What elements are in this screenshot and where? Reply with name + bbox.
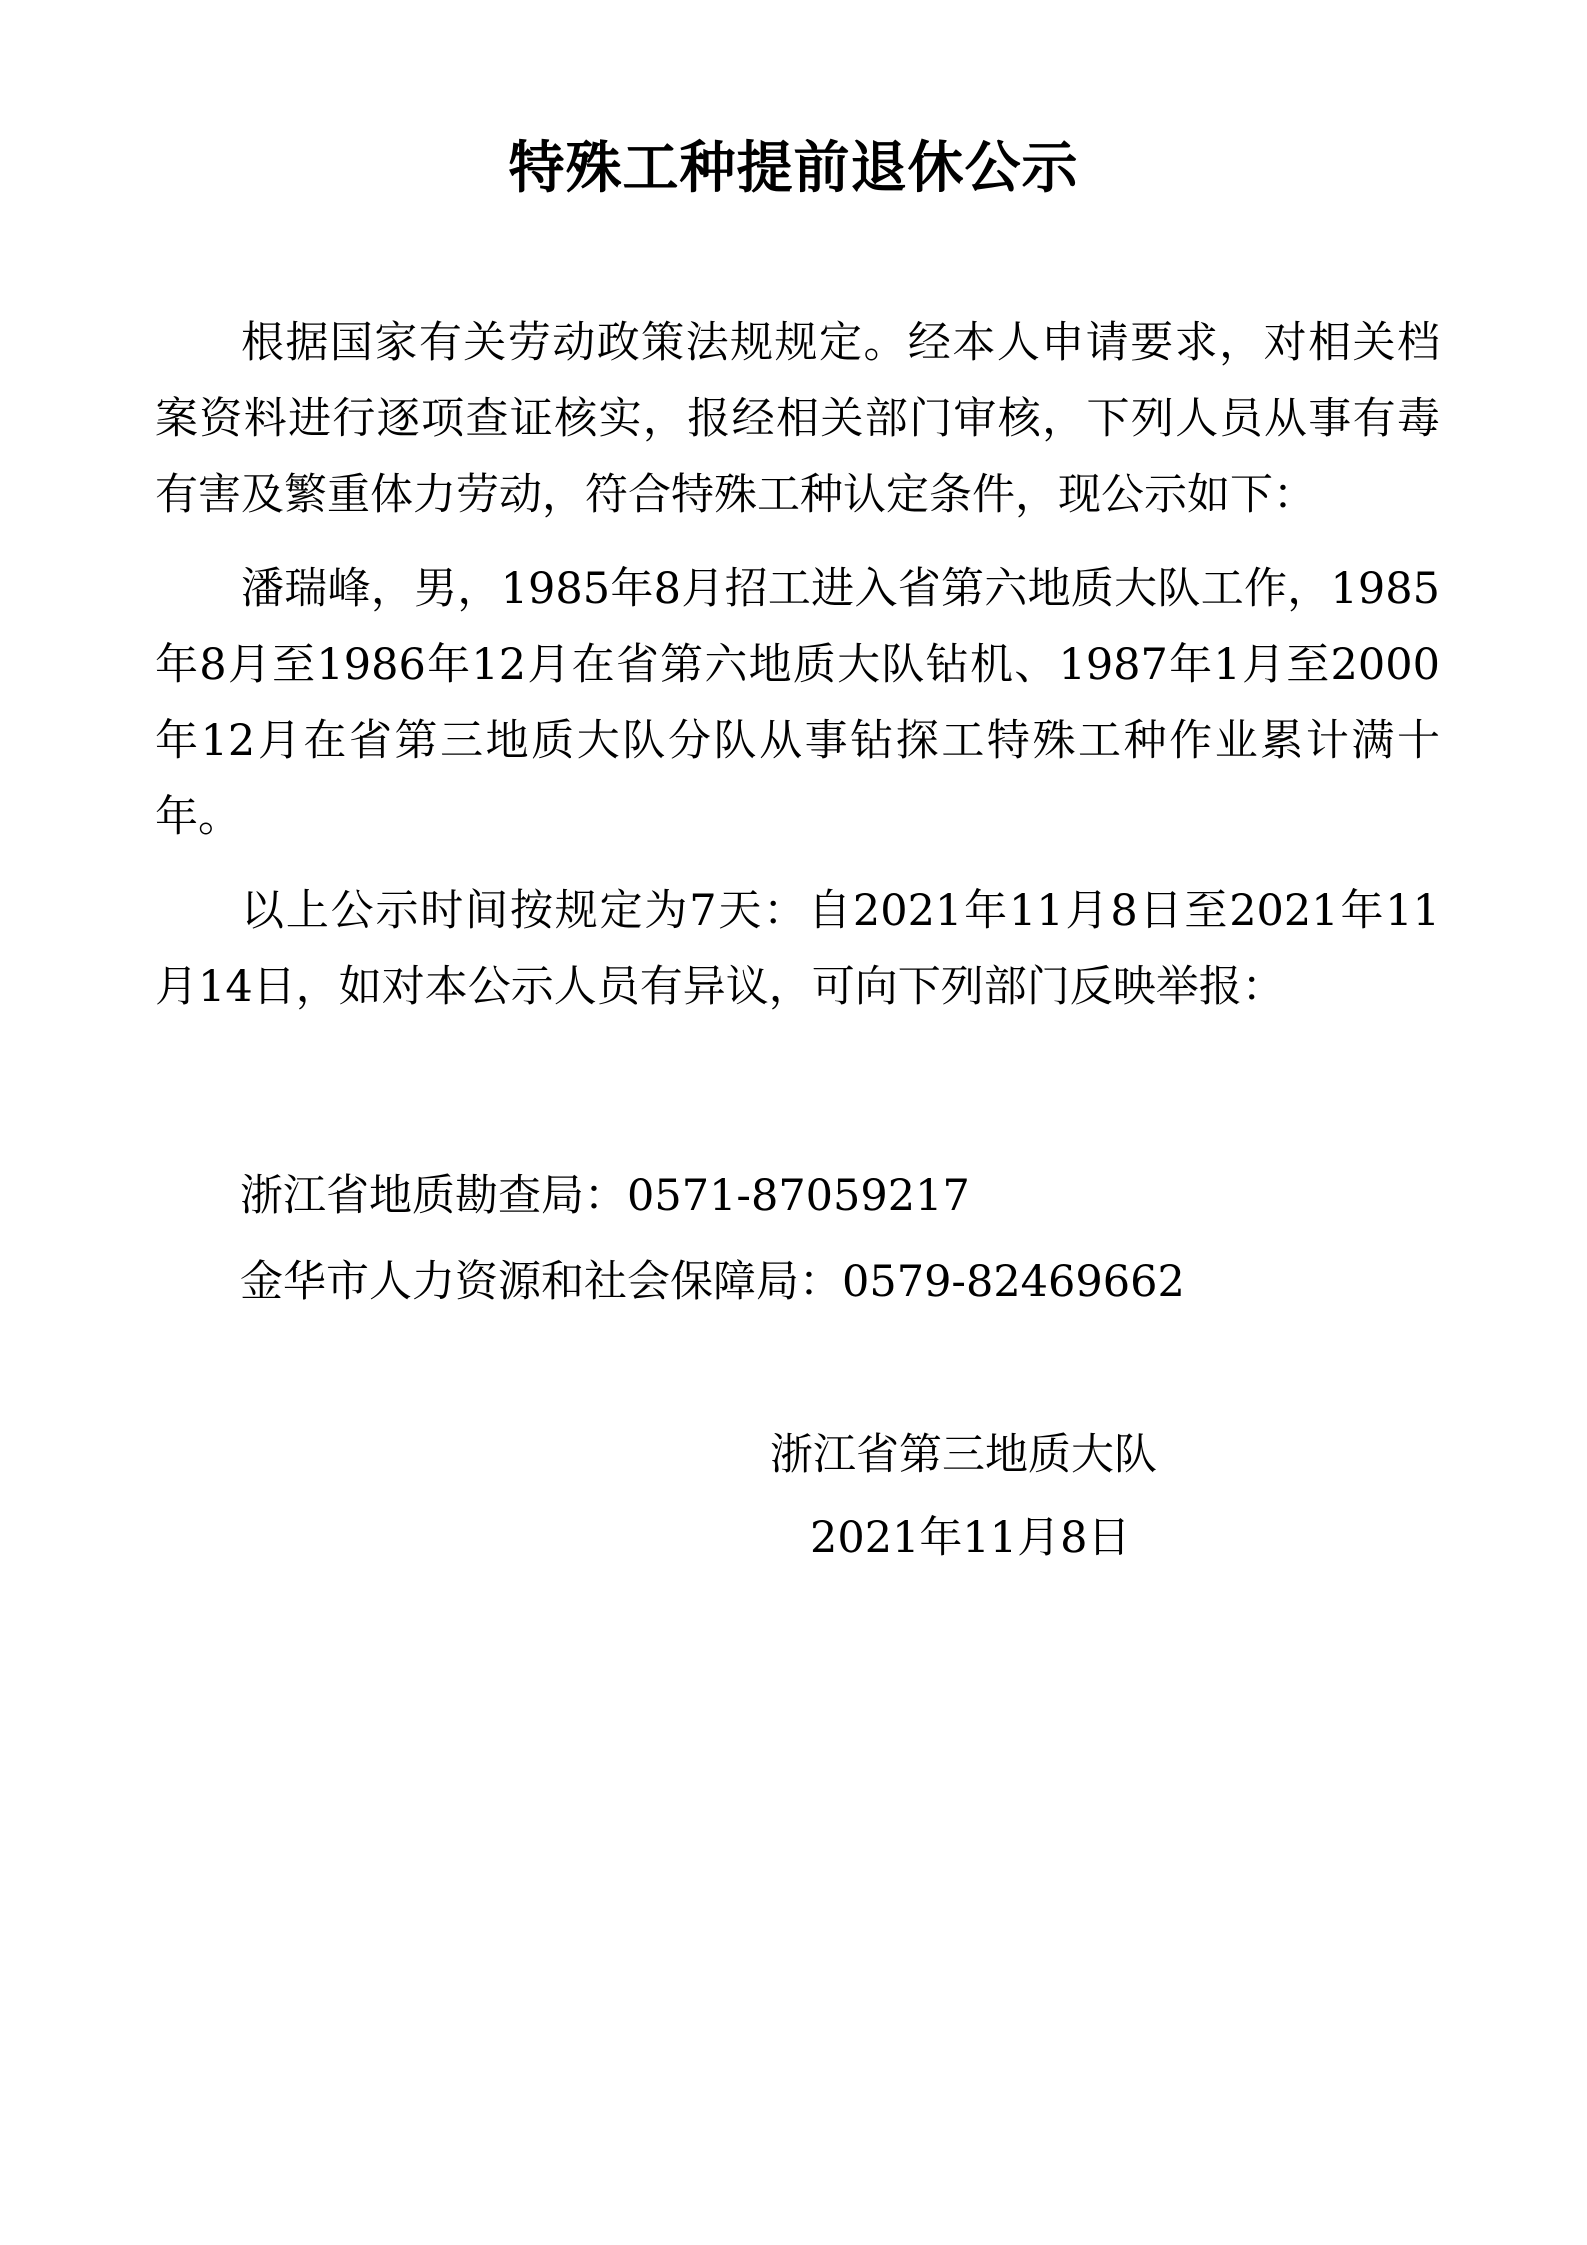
contact-hr-bureau: 金华市人力资源和社会保障局：0579-82469662 xyxy=(240,1257,1185,1307)
contact-geological-bureau: 浙江省地质勘查局：0571-87059217 xyxy=(240,1171,970,1221)
signature-organization: 浙江省第三地质大队 xyxy=(770,1430,1157,1480)
signature-date: 2021年11月8日 xyxy=(810,1513,1131,1563)
person-paragraph: 潘瑞峰，男，1985年8月招工进入省第六地质大队工作，1985年8月至1986年12月在省第六地质大队钻机、1987年1月至2000年12月在省第三地质大队分队从事钻探工特殊工种作业累计满十年。 xyxy=(155,564,1440,842)
publicity-period-paragraph: 以上公示时间按规定为7天：自2021年11月8日至2021年11月14日，如对本公示人员有异议，可向下列部门反映举报： xyxy=(155,886,1440,1012)
intro-paragraph: 根据国家有关劳动政策法规规定。经本人申请要求，对相关档案资料进行逐项查证核实，报经相关部门审核，下列人员从事有毒有害及繁重体力劳动，符合特殊工种认定条件，现公示如下： xyxy=(155,318,1440,520)
notice-title: 特殊工种提前退休公示 xyxy=(508,135,1079,201)
notice-body xyxy=(155,305,1440,1043)
